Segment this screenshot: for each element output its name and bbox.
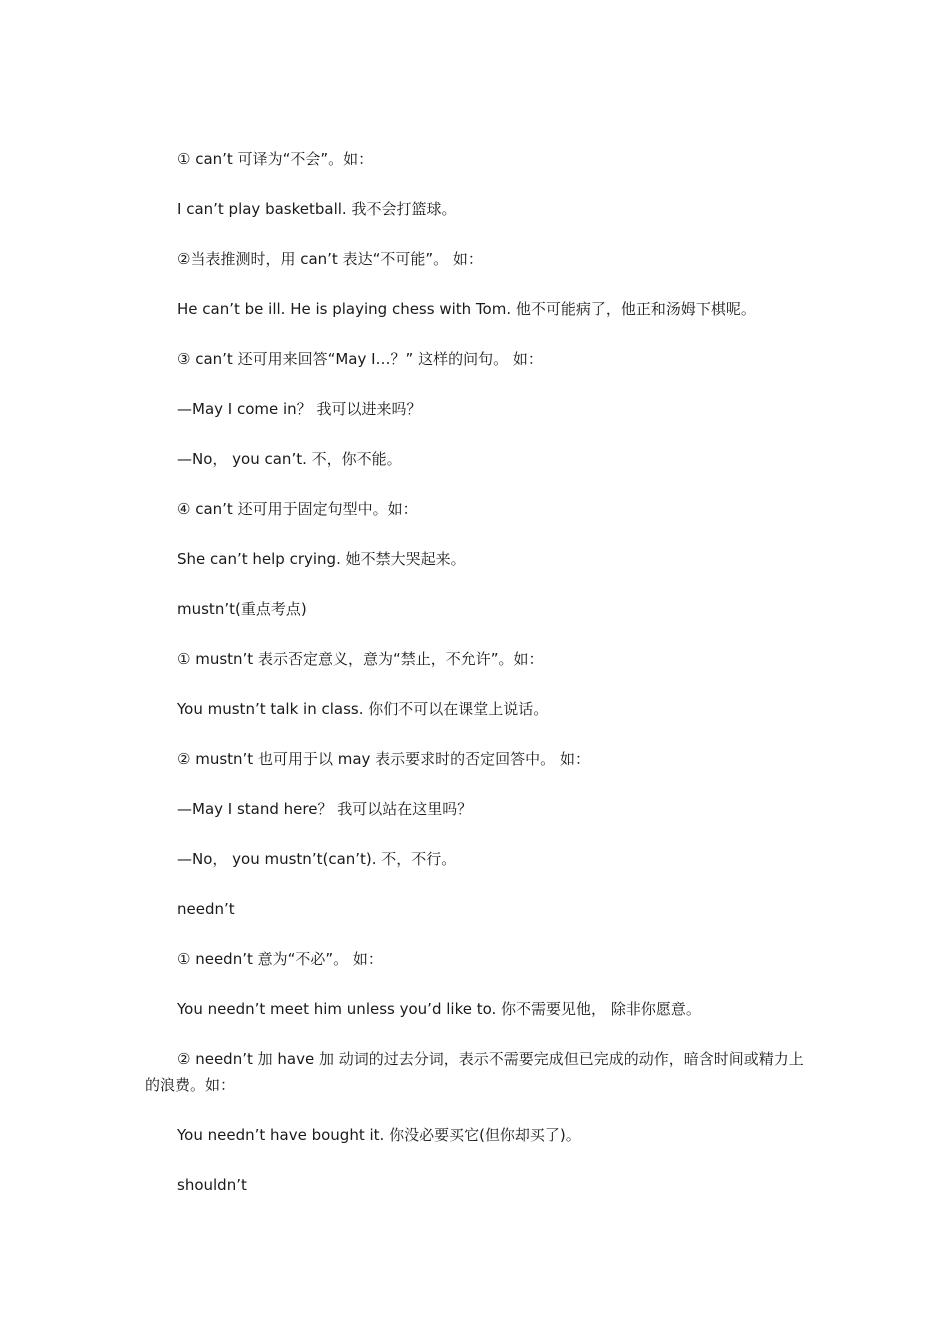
paragraph-dialog-stand-here: —May I stand here？ 我可以站在这里吗？ bbox=[177, 800, 473, 818]
section-heading-shouldnt: shouldn’t bbox=[177, 1176, 247, 1194]
paragraph-cant-meaning-4: ④ can’t 还可用于固定句型中。如： bbox=[177, 500, 418, 518]
paragraph-example-talk-in-class: You mustn’t talk in class. 你们不可以在课堂上说话。 bbox=[177, 700, 549, 718]
document-body bbox=[145, 146, 810, 1222]
section-heading-mustnt: mustn’t(重点考点) bbox=[177, 600, 307, 618]
paragraph-example-bought-it: You needn’t have bought it. 你没必要买它(但你却买了)。 bbox=[177, 1126, 581, 1144]
paragraph-mustnt-meaning-1: ① mustn’t 表示否定意义，意为“禁止，不允许”。如： bbox=[177, 650, 544, 668]
paragraph-dialog-no-cant: —No， you can’t. 不，你不能。 bbox=[177, 450, 402, 468]
paragraph-cant-meaning-3: ③ can’t 还可用来回答“May I…？” 这样的问句。 如： bbox=[177, 350, 543, 368]
paragraph-example-meet-him: You needn’t meet him unless you’d like to. 你不需要见他， 除非你愿意。 bbox=[177, 1000, 701, 1018]
paragraph-mustnt-meaning-2: ② mustn’t 也可用于以 may 表示要求时的否定回答中。 如： bbox=[177, 750, 590, 768]
paragraph-cant-meaning-1: ① can’t 可译为“不会”。如： bbox=[177, 150, 374, 168]
paragraph-dialog-come-in: —May I come in？ 我可以进来吗？ bbox=[177, 400, 422, 418]
paragraph-example-crying: She can’t help crying. 她不禁大哭起来。 bbox=[177, 550, 466, 568]
paragraph-cant-meaning-2: ②当表推测时，用 can’t 表达“不可能”。 如： bbox=[177, 250, 483, 268]
paragraph-dialog-no-mustnt: —No， you mustn’t(can’t). 不，不行。 bbox=[177, 850, 457, 868]
paragraph-example-ill: He can’t be ill. He is playing chess with Tom. 他不可能病了，他正和汤姆下棋呢。 bbox=[177, 300, 756, 318]
section-heading-neednt: needn’t bbox=[177, 900, 235, 918]
paragraph-neednt-meaning-1: ① needn’t 意为“不必”。 如： bbox=[177, 950, 383, 968]
paragraph-neednt-meaning-2: ② needn’t 加 have 加 动词的过去分词，表示不需要完成但已完成的动作，暗含时间或精力上的浪费。如： bbox=[145, 1050, 804, 1094]
paragraph-example-basketball: I can’t play basketball. 我不会打篮球。 bbox=[177, 200, 457, 218]
